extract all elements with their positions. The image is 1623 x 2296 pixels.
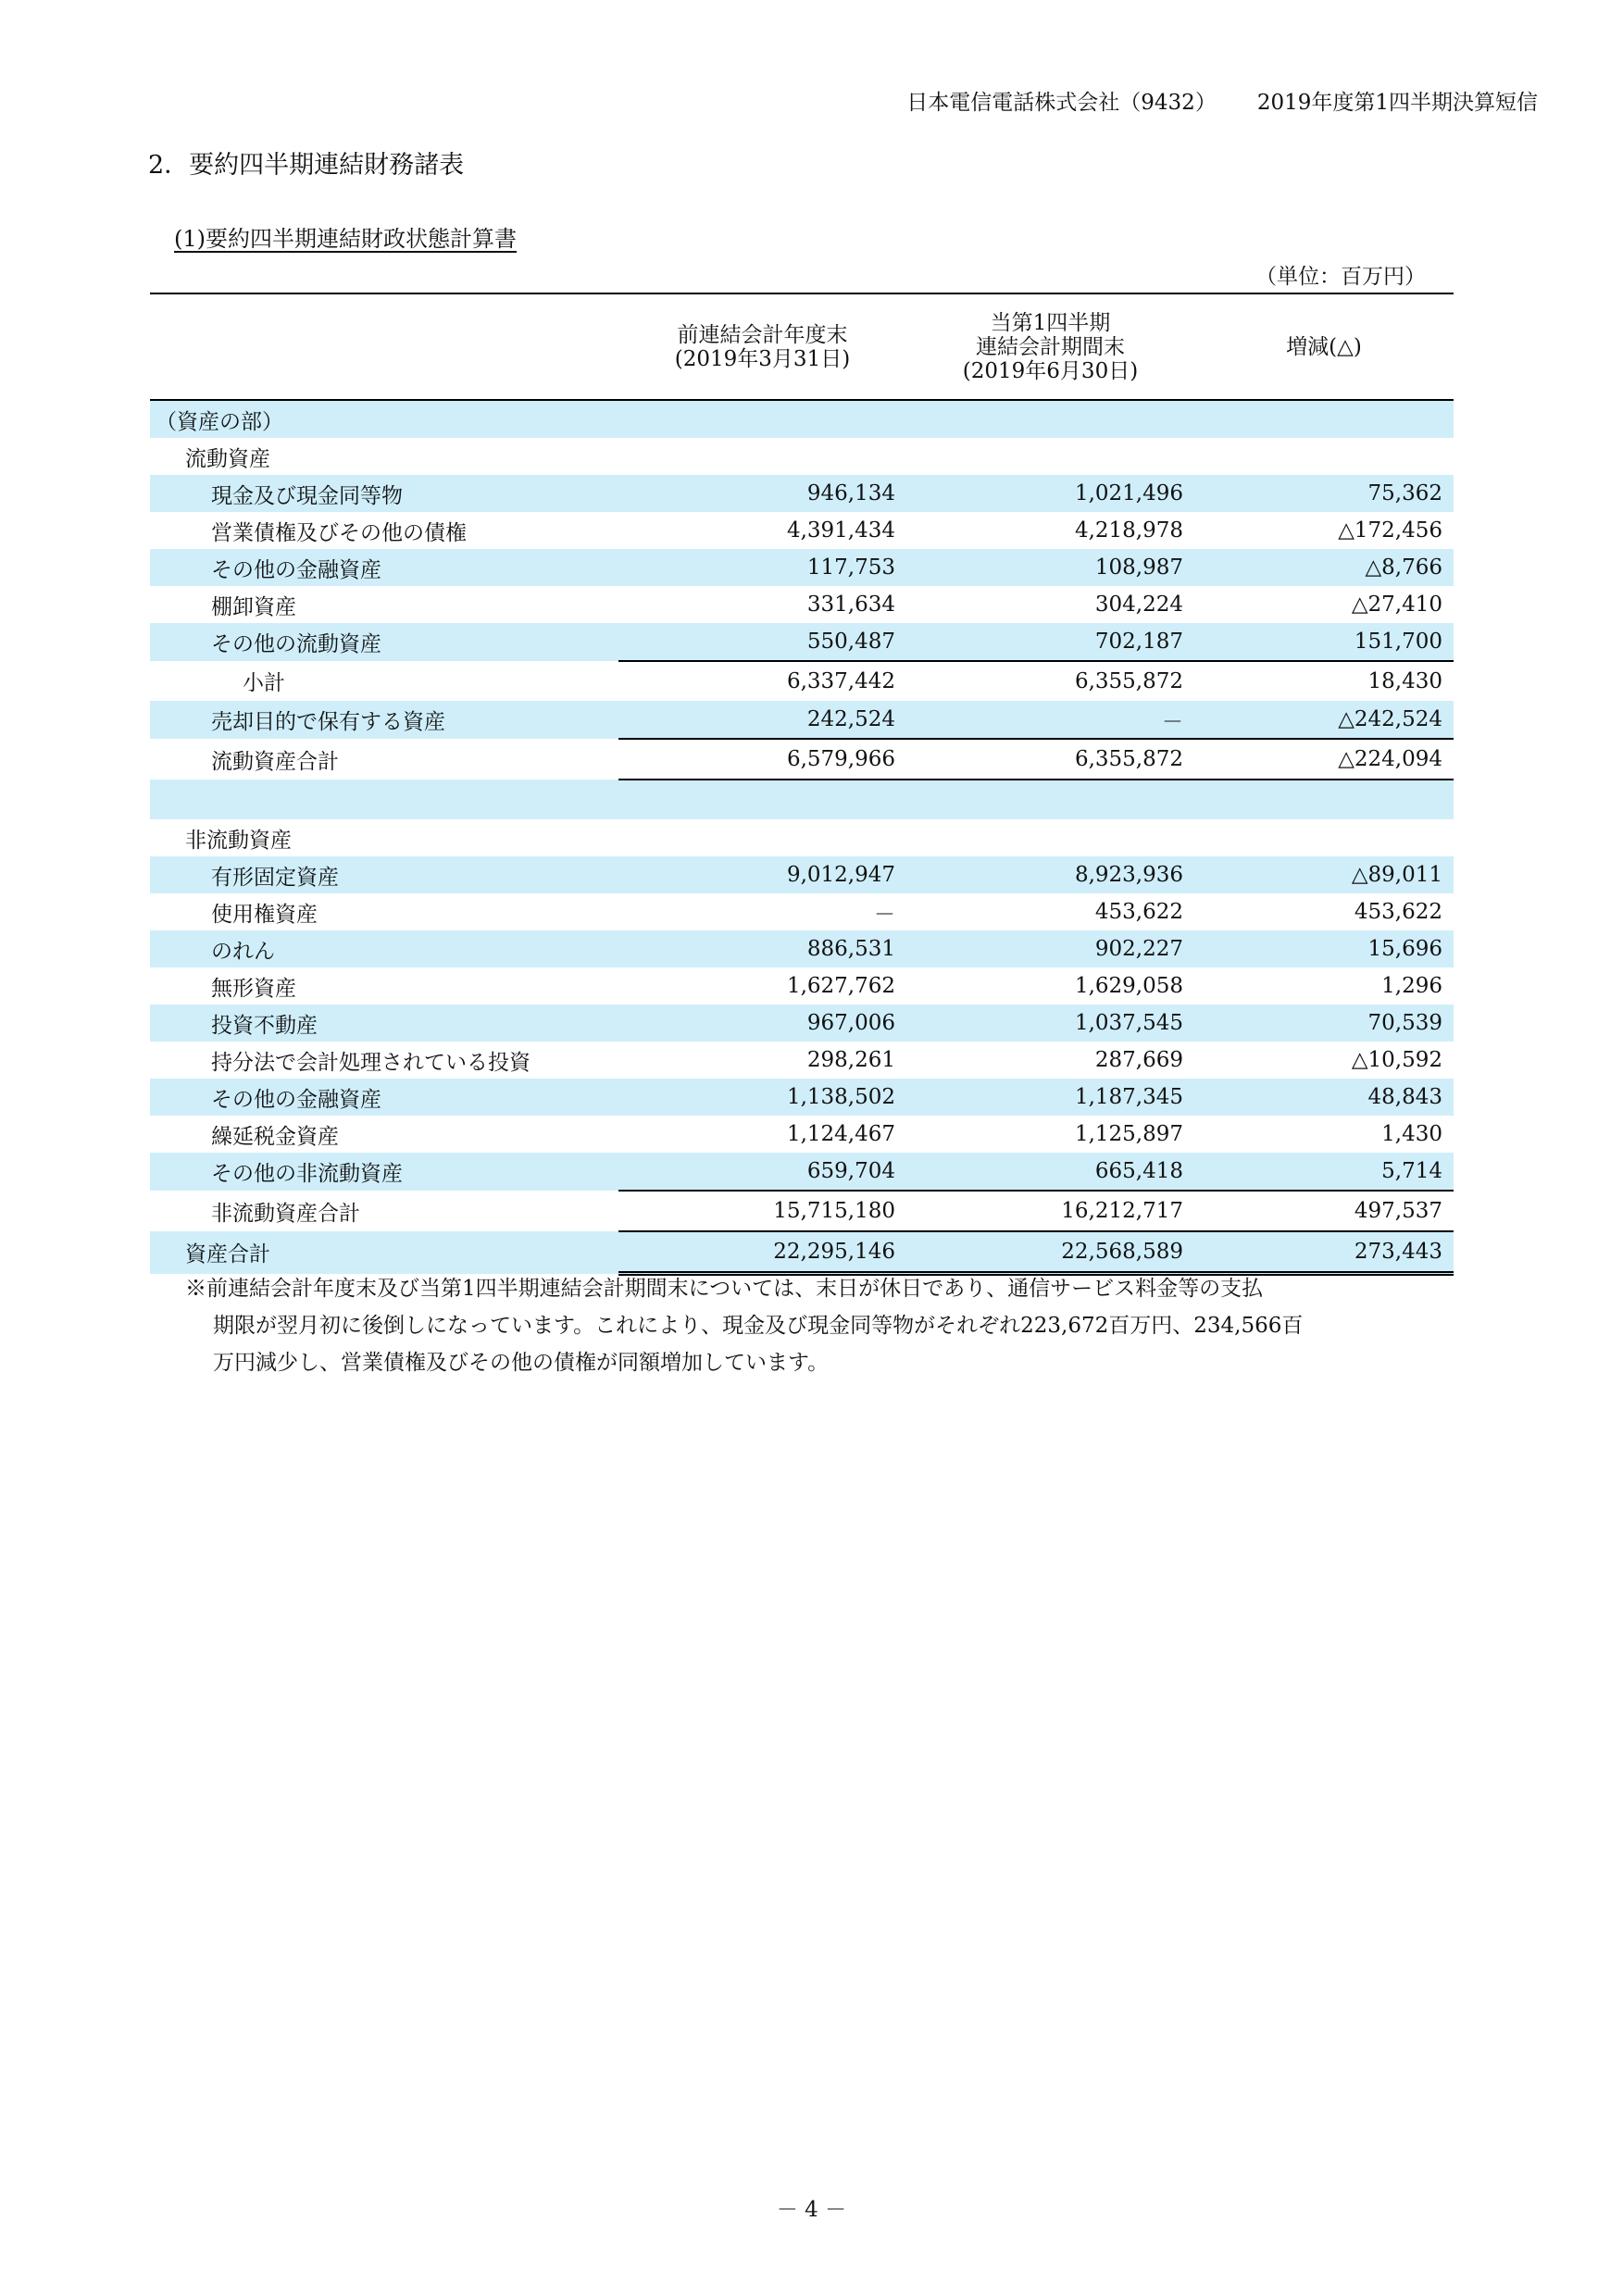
current-period-value: 1,187,345 xyxy=(906,1079,1194,1116)
header-change: 増減(△) xyxy=(1194,293,1454,400)
row-label: その他の金融資産 xyxy=(150,1079,618,1116)
table-row xyxy=(150,701,1454,739)
table-row xyxy=(150,856,1454,893)
table-row xyxy=(150,1042,1454,1079)
change-value: △8,766 xyxy=(1194,549,1454,586)
prev-period-value: 117,753 xyxy=(618,549,906,586)
current-period-value: 1,629,058 xyxy=(1074,974,1183,998)
prev-period-value: 6,579,966 xyxy=(618,739,906,780)
row-label: （資産の部） xyxy=(150,400,618,438)
table-row xyxy=(150,549,1454,586)
table-row xyxy=(150,623,1454,661)
current-period-value xyxy=(906,438,1194,475)
table-row xyxy=(150,586,1454,623)
current-period-value xyxy=(906,780,1194,819)
table-row xyxy=(150,967,1454,1004)
header-prev-period: 前連結会計年度末 (2019年3月31日) xyxy=(618,293,906,400)
change-value: 75,362 xyxy=(1194,475,1454,512)
current-period-value: 1,037,545 xyxy=(906,1004,1194,1042)
prev-period-value: 1,124,467 xyxy=(786,1122,895,1146)
table-row xyxy=(150,661,1454,701)
prev-period-value: 946,134 xyxy=(618,475,906,512)
subsection-title: (1)要約四半期連結財政状態計算書 xyxy=(174,226,517,252)
table-row xyxy=(150,930,1454,967)
prev-period-value: 4,391,434 xyxy=(786,518,895,543)
change-value: △89,011 xyxy=(1194,856,1454,893)
change-value xyxy=(1194,438,1454,475)
current-period-value: 4,218,978 xyxy=(1074,518,1183,543)
row-label: 非流動資産 xyxy=(185,828,292,853)
row-label: その他の流動資産 xyxy=(150,623,618,661)
current-period-value: 665,418 xyxy=(906,1153,1194,1191)
prev-period-value: 1,138,502 xyxy=(618,1079,906,1116)
change-value: △224,094 xyxy=(1194,739,1454,780)
table-row xyxy=(150,893,1454,930)
table-row xyxy=(150,739,1454,780)
balance-sheet-table xyxy=(150,293,1454,1276)
prev-period-value: 22,295,146 xyxy=(618,1231,906,1274)
footnote-line: ※前連結会計年度末及び当第1四半期連結会計期間末については、末日が休日であり、通信サービス料金等の支払 xyxy=(185,1277,1264,1301)
table-row xyxy=(150,1116,1454,1153)
table-row xyxy=(150,1231,1454,1274)
section-title: 2．要約四半期連結財務諸表 xyxy=(148,151,465,180)
row-label: 繰延税金資産 xyxy=(211,1124,339,1149)
change-value xyxy=(1194,819,1454,856)
footnote-line: 期限が翌月初に後倒しになっています。これにより、現金及び現金同等物がそれぞれ223,672百万円、234,566百 xyxy=(213,1314,1304,1338)
current-period-value: 6,355,872 xyxy=(906,739,1194,780)
unit-label: （単位：百万円） xyxy=(1255,265,1426,289)
row-label: 投資不動産 xyxy=(150,1004,618,1042)
change-value: 151,700 xyxy=(1194,623,1454,661)
table-row xyxy=(150,1079,1454,1116)
prev-period-value: 967,006 xyxy=(618,1004,906,1042)
current-period-value: 702,187 xyxy=(906,623,1194,661)
change-value: △27,410 xyxy=(1351,593,1442,617)
current-period-value xyxy=(906,819,1194,856)
footnote-line: 万円減少し、営業債権及びその他の債権が同額増加しています。 xyxy=(213,1351,830,1375)
prev-period-value: － xyxy=(874,902,895,927)
row-label: 流動資産合計 xyxy=(211,749,339,774)
prev-period-value: 550,487 xyxy=(618,623,906,661)
prev-period-value: 15,715,180 xyxy=(618,1191,906,1231)
table-row xyxy=(150,780,1454,819)
change-value xyxy=(1194,780,1454,819)
row-label: 無形資産 xyxy=(211,976,296,1001)
table-row xyxy=(150,438,1454,475)
table-header-row xyxy=(150,293,1454,400)
row-label: その他の金融資産 xyxy=(150,549,618,586)
row-label: のれん xyxy=(150,930,618,967)
prev-period-value: 659,704 xyxy=(618,1153,906,1191)
header-label-column xyxy=(150,293,618,400)
current-period-value: 16,212,717 xyxy=(906,1191,1194,1231)
prev-period-value: 1,627,762 xyxy=(786,974,895,998)
row-label: 有形固定資産 xyxy=(150,856,618,893)
row-label: 使用権資産 xyxy=(211,902,318,927)
row-label: 営業債権及びその他の債権 xyxy=(211,520,467,545)
row-label: 持分法で会計処理されている投資 xyxy=(211,1050,531,1075)
table-row xyxy=(150,475,1454,512)
current-period-value: 453,622 xyxy=(1094,900,1183,924)
change-value: 48,843 xyxy=(1194,1079,1454,1116)
table-row xyxy=(150,1191,1454,1231)
table-row xyxy=(150,819,1454,856)
change-value: 497,537 xyxy=(1194,1191,1454,1231)
table-body xyxy=(150,400,1454,1274)
prev-period-value: 6,337,442 xyxy=(618,661,906,701)
current-period-value: 6,355,872 xyxy=(906,661,1194,701)
change-value: △172,456 xyxy=(1338,518,1442,543)
change-value: 1,430 xyxy=(1381,1122,1442,1146)
change-value xyxy=(1194,400,1454,438)
report-name: 2019年度第1四半期決算短信 xyxy=(1256,91,1538,115)
header-current-period: 当第1四半期 連結会計期間末 (2019年6月30日) xyxy=(906,293,1194,400)
current-period-value: 304,224 xyxy=(1094,593,1183,617)
row-label: 小計 xyxy=(243,671,285,695)
table-row xyxy=(150,1004,1454,1042)
current-period-value: 1,021,496 xyxy=(906,475,1194,512)
change-value: 5,714 xyxy=(1194,1153,1454,1191)
document-header xyxy=(906,85,1538,116)
change-value: 453,622 xyxy=(1354,900,1442,924)
current-period-value: 287,669 xyxy=(1094,1048,1183,1072)
change-value: △242,524 xyxy=(1194,701,1454,739)
prev-period-value: 9,012,947 xyxy=(618,856,906,893)
change-value: 273,443 xyxy=(1194,1231,1454,1274)
row-label: 棚卸資産 xyxy=(211,594,296,619)
table-row xyxy=(150,400,1454,438)
current-period-value: － xyxy=(906,701,1194,739)
prev-period-value xyxy=(618,819,906,856)
change-value: 18,430 xyxy=(1194,661,1454,701)
company-name: 日本電信電話株式会社（9432） xyxy=(906,91,1217,115)
prev-period-value xyxy=(618,780,906,819)
prev-period-value: 242,524 xyxy=(618,701,906,739)
prev-period-value xyxy=(618,400,906,438)
change-value: 15,696 xyxy=(1194,930,1454,967)
current-period-value: 22,568,589 xyxy=(906,1231,1194,1274)
change-value: 70,539 xyxy=(1194,1004,1454,1042)
table-row xyxy=(150,512,1454,549)
change-value: 1,296 xyxy=(1381,974,1442,998)
row-label: 流動資産 xyxy=(185,446,270,471)
row-label: 資産合計 xyxy=(150,1231,618,1274)
current-period-value: 108,987 xyxy=(906,549,1194,586)
table-row xyxy=(150,1153,1454,1191)
prev-period-value xyxy=(618,438,906,475)
row-label: 非流動資産合計 xyxy=(211,1201,360,1226)
footnote xyxy=(185,1270,1455,1381)
page-number: － 4 － xyxy=(776,2198,847,2222)
row-label: 売却目的で保有する資産 xyxy=(150,701,618,739)
prev-period-value: 331,634 xyxy=(806,593,895,617)
current-period-value: 902,227 xyxy=(906,930,1194,967)
row-label: その他の非流動資産 xyxy=(150,1153,618,1191)
current-period-value: 8,923,936 xyxy=(906,856,1194,893)
prev-period-value: 886,531 xyxy=(618,930,906,967)
row-label: 現金及び現金同等物 xyxy=(150,475,618,512)
current-period-value: 1,125,897 xyxy=(1074,1122,1183,1146)
prev-period-value: 298,261 xyxy=(806,1048,895,1072)
row-label xyxy=(150,780,618,819)
current-period-value xyxy=(906,400,1194,438)
change-value: △10,592 xyxy=(1351,1048,1442,1072)
